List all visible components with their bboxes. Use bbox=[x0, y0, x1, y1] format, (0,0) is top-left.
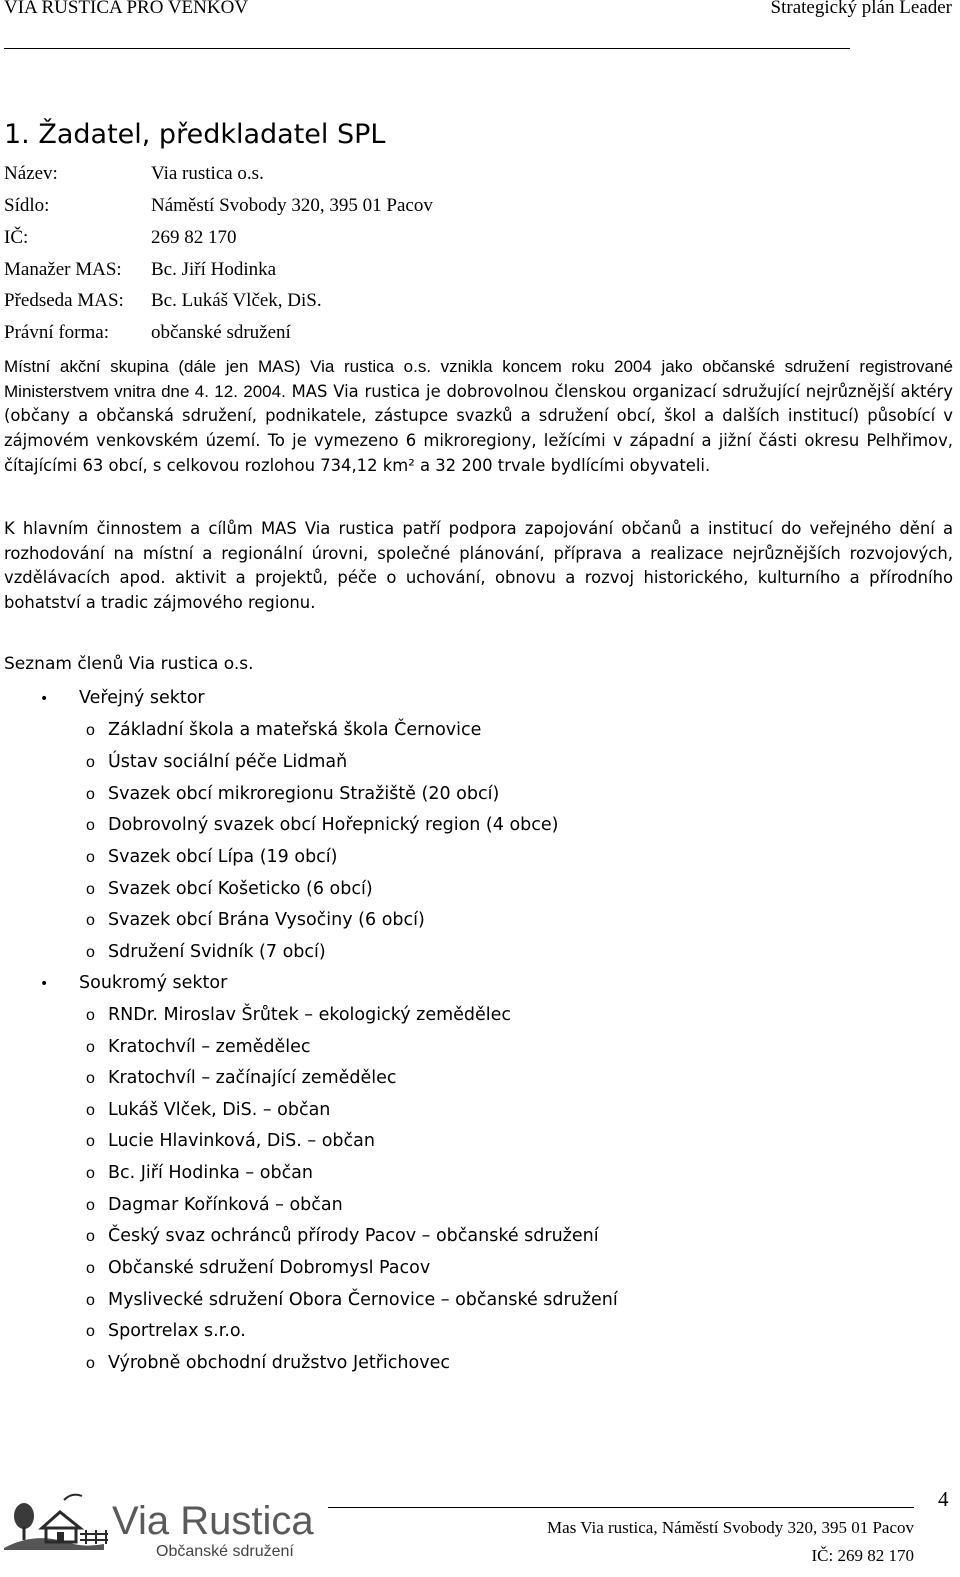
list-item-label: Soukromý sektor bbox=[79, 973, 228, 993]
list-item bbox=[86, 1163, 313, 1183]
intro-paragraph bbox=[4, 355, 953, 479]
info-row-chairman bbox=[4, 290, 322, 312]
list-item bbox=[86, 815, 558, 835]
header-right-title: Strategický plán Leader bbox=[770, 0, 952, 18]
list-item-label: Kratochvíl – začínající zemědělec bbox=[108, 1068, 397, 1088]
info-value: občanské sdružení bbox=[151, 322, 291, 343]
list-item-private-sector bbox=[40, 973, 227, 993]
list-item-label: Občanské sdružení Dobromysl Pacov bbox=[108, 1258, 431, 1278]
sub-bullet-icon: o bbox=[86, 1355, 95, 1372]
list-item bbox=[86, 1353, 450, 1373]
members-title: Seznam členů Via rustica o.s. bbox=[4, 654, 254, 674]
sub-bullet-icon: o bbox=[86, 722, 95, 739]
via-rustica-logo bbox=[4, 1488, 324, 1566]
sub-bullet-icon: o bbox=[86, 754, 95, 771]
list-item bbox=[86, 1037, 311, 1057]
list-item-label: Svazek obcí Košeticko (6 obcí) bbox=[108, 879, 373, 899]
sub-bullet-icon: o bbox=[86, 1070, 95, 1087]
info-row-ic bbox=[4, 227, 237, 249]
list-item bbox=[86, 1100, 330, 1120]
header-divider bbox=[4, 48, 850, 49]
logo-subtitle: Občanské sdružení bbox=[156, 1543, 294, 1560]
list-item-label: Veřejný sektor bbox=[79, 688, 205, 708]
list-item bbox=[86, 1068, 397, 1088]
sub-bullet-icon: o bbox=[86, 1260, 95, 1277]
list-item bbox=[86, 847, 338, 867]
list-item-label: RNDr. Miroslav Šrůtek – ekologický zemědělec bbox=[108, 1005, 512, 1025]
intro-lead: Místní akční skupina (dále jen MAS) Via rustica o.s. vznikla koncem roku 2004 jako občanské sdružení registrované Ministerstvem vnitra dne 4. 12. 2004. bbox=[4, 357, 953, 401]
list-item-label: Český svaz ochránců přírody Pacov – občanské sdružení bbox=[108, 1226, 599, 1246]
list-item bbox=[86, 910, 425, 930]
list-item bbox=[86, 1131, 375, 1151]
list-item-label: Svazek obcí Lípa (19 obcí) bbox=[108, 847, 338, 867]
list-item-label: Svazek obcí mikroregionu Stražiště (20 obcí) bbox=[108, 784, 500, 804]
logo-title: Via Rustica bbox=[112, 1499, 314, 1543]
sub-bullet-icon: o bbox=[86, 1039, 95, 1056]
info-value: Via rustica o.s. bbox=[151, 163, 264, 184]
list-item-label: Svazek obcí Brána Vysočiny (6 obcí) bbox=[108, 910, 425, 930]
list-item bbox=[86, 1195, 343, 1215]
list-item-label: Základní škola a mateřská škola Černovice bbox=[108, 720, 482, 740]
section-title: 1. Žadatel, předkladatel SPL bbox=[4, 119, 386, 150]
bullet-icon: • bbox=[40, 976, 49, 992]
sub-bullet-icon: o bbox=[86, 1228, 95, 1245]
info-label: Předseda MAS: bbox=[4, 290, 124, 311]
list-item-label: Myslivecké sdružení Obora Černovice – občanské sdružení bbox=[108, 1290, 618, 1310]
sub-bullet-icon: o bbox=[86, 1292, 95, 1309]
list-item bbox=[86, 1005, 511, 1025]
list-item-label: Sdružení Svidník (7 obcí) bbox=[108, 942, 326, 962]
sub-bullet-icon: o bbox=[86, 1197, 95, 1214]
list-item-label: Bc. Jiří Hodinka – občan bbox=[108, 1163, 314, 1183]
list-item bbox=[86, 1321, 246, 1341]
footer-address: Mas Via rustica, Náměstí Svobody 320, 395 01 Pacov bbox=[547, 1518, 914, 1537]
info-value: 269 82 170 bbox=[151, 227, 237, 248]
list-item bbox=[86, 879, 373, 899]
footer-divider bbox=[328, 1507, 914, 1508]
sub-bullet-icon: o bbox=[86, 912, 95, 929]
intro-body: MAS Via rustica je dobrovolnou členskou organizací sdružující nejrůznější aktéry (občany a občanská sdružení, podnikatele, zástupce svazků a sdružení obcí, škol a dalších institucí) působící v zájmovém venkovském území. To je vymezeno 6 mikroregiony, ležícími v západní a jižní části okresu Pelhřimov, čítajícími 63 obcí, s celkovou rozlohou 734,12 km² a 32 200 trvale bydlícími obyvateli. bbox=[4, 381, 953, 475]
sub-bullet-icon: o bbox=[86, 881, 95, 898]
sub-bullet-icon: o bbox=[86, 1133, 95, 1150]
info-value: Bc. Lukáš Vlček, DiS. bbox=[151, 290, 322, 311]
list-item-label: Kratochvíl – zemědělec bbox=[108, 1037, 311, 1057]
footer-ic: IČ: 269 82 170 bbox=[811, 1546, 914, 1565]
sub-bullet-icon: o bbox=[86, 1323, 95, 1340]
farm-landscape-icon bbox=[4, 1495, 108, 1550]
info-label: IČ: bbox=[4, 227, 29, 248]
info-label: Právní forma: bbox=[4, 322, 110, 343]
info-label: Sídlo: bbox=[4, 195, 50, 216]
list-item bbox=[86, 1290, 618, 1310]
list-item-label: Dobrovolný svazek obcí Hořepnický region (4 obce) bbox=[108, 815, 559, 835]
sub-bullet-icon: o bbox=[86, 944, 95, 961]
list-item bbox=[86, 1258, 430, 1278]
list-item-label: Lukáš Vlček, DiS. – občan bbox=[108, 1100, 331, 1120]
sub-bullet-icon: o bbox=[86, 1165, 95, 1182]
info-label: Název: bbox=[4, 163, 58, 184]
info-row-manager bbox=[4, 259, 276, 281]
list-item-label: Výrobně obchodní družstvo Jetřichovec bbox=[108, 1353, 450, 1373]
list-item bbox=[86, 942, 326, 962]
list-item-label: Sportrelax s.r.o. bbox=[108, 1321, 246, 1341]
sub-bullet-icon: o bbox=[86, 1007, 95, 1024]
sub-bullet-icon: o bbox=[86, 849, 95, 866]
info-value: Bc. Jiří Hodinka bbox=[151, 259, 277, 280]
activities-paragraph: K hlavním činnostem a cílům MAS Via rustica patří podpora zapojování občanů a institucí do veřejného dění a rozhodování na místní a regionální úrovni, společné plánování, příprava a realizace nejrůznějších rozvojových, vzdělávacích apod. aktivit a projektů, péče o uchování, obnovu a rozvoj historického, kulturního a přírodního bohatství a tradic zájmového regionu. bbox=[4, 519, 953, 613]
info-value: Náměstí Svobody 320, 395 01 Pacov bbox=[151, 195, 433, 216]
info-label: Manažer MAS: bbox=[4, 259, 122, 280]
sub-bullet-icon: o bbox=[86, 786, 95, 803]
list-item bbox=[86, 1226, 599, 1246]
page-number: 4 bbox=[938, 1487, 949, 1511]
list-item-public-sector bbox=[40, 688, 205, 708]
list-item bbox=[86, 720, 481, 740]
sub-bullet-icon: o bbox=[86, 817, 95, 834]
info-row-name bbox=[4, 163, 264, 185]
info-row-legal-form bbox=[4, 322, 291, 344]
list-item bbox=[86, 752, 347, 772]
list-item-label: Dagmar Kořínková – občan bbox=[108, 1195, 343, 1215]
list-item-label: Lucie Hlavinková, DiS. – občan bbox=[108, 1131, 375, 1151]
bullet-icon: • bbox=[40, 691, 49, 707]
header-left-title: VIA RUSTICA PRO VENKOV bbox=[4, 0, 249, 18]
sub-bullet-icon: o bbox=[86, 1102, 95, 1119]
list-item bbox=[86, 784, 499, 804]
info-row-seat bbox=[4, 195, 433, 217]
list-item-label: Ústav sociální péče Lidmaň bbox=[108, 752, 348, 772]
